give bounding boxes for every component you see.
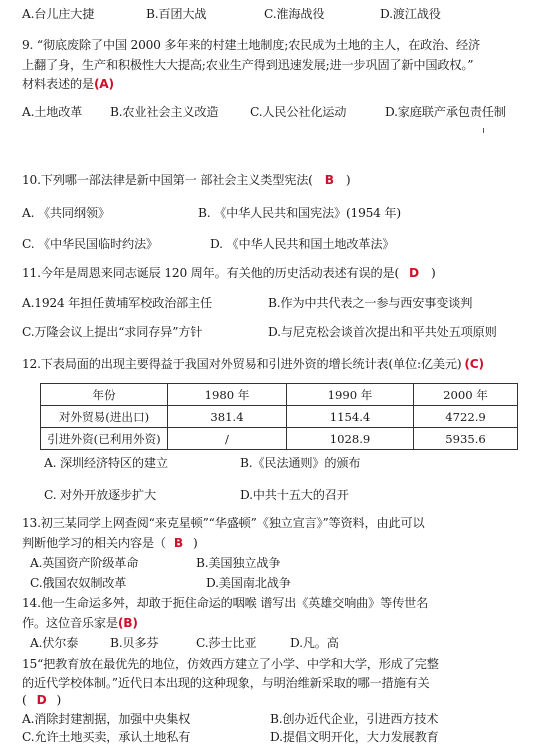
q11-option-c: C.万隆会议上提出“求同存异”方针 xyxy=(22,325,203,339)
q11-stem xyxy=(22,265,436,281)
q9-option-d: D.家庭联产承包责任制 xyxy=(385,105,506,119)
q15-answer: D xyxy=(36,693,47,707)
scan-mark xyxy=(483,128,484,133)
q14-stem-line-2 xyxy=(22,615,138,631)
q13-option-b: B.美国独立战争 xyxy=(196,556,281,570)
q14-option-a: A.伏尔泰 xyxy=(30,636,79,650)
q15-option-b: B.创办近代企业，引进西方技术 xyxy=(270,712,439,726)
q10-option-b: B. 《中华人民共和国宪法》(1954 年) xyxy=(198,206,401,220)
q10-stem xyxy=(22,172,350,188)
q13-option-a: A.英国资产阶级革命 xyxy=(30,556,139,570)
q11-option-d: D.与尼克松会谈首次提出和平共处五项原则 xyxy=(268,325,497,339)
q9-stem-text: 材料表述的是 xyxy=(22,77,94,91)
table-cell: / xyxy=(168,428,287,450)
table-header-cell: 2000 年 xyxy=(414,384,518,406)
q9-option-b: B.农业社会主义改造 xyxy=(110,105,219,119)
table-header-cell: 年份 xyxy=(41,384,168,406)
q8-option-b: B.百团大战 xyxy=(146,7,207,21)
q8-option-d: D.渡江战役 xyxy=(380,7,441,21)
table-cell: 4722.9 xyxy=(414,406,518,428)
q12-option-d: D.中共十五大的召开 xyxy=(240,488,349,502)
table-cell: 引进外资(已利用外资) xyxy=(41,428,168,450)
q15-stem-line-1: 15“把教育放在最优先的地位，仿效西方建立了小学、中学和大学，形成了完整 xyxy=(22,657,439,671)
q10-answer: B xyxy=(324,173,334,187)
q13-option-c: C.俄国农奴制改革 xyxy=(30,576,127,590)
q14-stem-line-1: 14.他一生命运多舛，却敢于扼住命运的咽喉 谱写出《英雄交响曲》等传世名 xyxy=(22,596,429,610)
q12-stem-text: 12.下表局面的出现主要得益于我国对外贸易和引进外资的增长统计表(单位:亿美元) xyxy=(22,357,462,371)
q12-option-c: C. 对外开放逐步扩大 xyxy=(44,488,156,502)
q13-option-d: D.美国南北战争 xyxy=(206,576,291,590)
q9-option-c: C.人民公社化运动 xyxy=(250,105,347,119)
q9-option-a: A.土地改革 xyxy=(22,105,83,119)
q14-option-b: B.贝多芬 xyxy=(110,636,159,650)
q13-stem-text: 判断他学习的相关内容是（ xyxy=(22,536,166,550)
q15-stem-line-3 xyxy=(22,692,61,708)
table-row xyxy=(41,428,518,450)
q13-stem-line-1: 13.初三某同学上网查阅“来克星顿”“华盛顿”《独立宣言》”等资料，由此可以 xyxy=(22,516,425,530)
q9-answer: (A) xyxy=(93,77,114,91)
q12-stem xyxy=(22,356,484,372)
q12-option-b: B.《民法通则》的颁布 xyxy=(240,456,361,470)
q10-option-c: C. 《中华民国临时约法》 xyxy=(22,237,158,251)
q10-option-d: D. 《中华人民共和国土地改革法》 xyxy=(210,237,395,251)
table-cell: 1028.9 xyxy=(287,428,414,450)
q12-option-a: A. 深圳经济特区的建立 xyxy=(44,456,168,470)
q15-option-d: D.提倡文明开化，大力发展教育 xyxy=(270,730,439,744)
q8-option-a: A.台儿庄大捷 xyxy=(22,7,95,21)
trade-statistics-table xyxy=(40,383,518,450)
q13-stem-close: ) xyxy=(192,536,198,550)
table-header-cell: 1990 年 xyxy=(287,384,414,406)
q10-option-a: A. 《共同纲领》 xyxy=(22,206,110,220)
q8-option-c: C.淮海战役 xyxy=(264,7,325,21)
q14-answer: (B) xyxy=(117,616,138,630)
q15-option-c: C.允许土地买卖，承认土地私有 xyxy=(22,730,191,744)
q11-stem-close: ) xyxy=(430,266,436,280)
q12-answer: (C) xyxy=(464,357,484,371)
table-cell: 5935.6 xyxy=(414,428,518,450)
table-cell: 381.4 xyxy=(168,406,287,428)
table-cell: 1154.4 xyxy=(287,406,414,428)
table-header-row xyxy=(41,384,518,406)
q10-stem-text: 10.下列哪一部法律是新中国第一 部社会主义类型宪法( xyxy=(22,173,313,187)
table-cell: 对外贸易(进出口) xyxy=(41,406,168,428)
q9-stem-line-2: 上翻了身，生产和积极性大大提高;农业生产得到迅速发展;进一步巩固了新中国政权。” xyxy=(22,58,474,72)
q15-stem-close: ) xyxy=(56,693,62,707)
q11-option-b: B.作为中共代表之一参与西安事变谈判 xyxy=(268,296,473,310)
q11-stem-text: 11.今年是周恩来同志诞辰 120 周年。有关他的历史活动表述有误的是( xyxy=(22,266,400,280)
q10-stem-close: ) xyxy=(345,173,351,187)
q14-option-c: C.莎士比亚 xyxy=(196,636,257,650)
q14-stem-text: 作。这位音乐家是 xyxy=(22,616,118,630)
q9-stem-line-3 xyxy=(22,76,114,92)
q15-stem-line-2: 的近代学校体制。”近代日本出现的这种现象，与明治维新采取的哪一措施有关 xyxy=(22,676,430,690)
q15-stem-open: ( xyxy=(22,693,27,707)
table-header-cell: 1980 年 xyxy=(168,384,287,406)
q15-option-a: A.消除封建割据，加强中央集权 xyxy=(22,712,191,726)
table-row xyxy=(41,406,518,428)
q13-answer: B xyxy=(173,536,183,550)
q14-option-d: D.凡。高 xyxy=(290,636,339,650)
q11-answer: D xyxy=(409,266,419,280)
q13-stem-line-2 xyxy=(22,535,198,551)
q9-stem-line-1: 9. “彻底废除了中国 2000 多年来的村建土地制度;农民成为土地的主人，在政治、经济 xyxy=(22,38,480,52)
q11-option-a: A.1924 年担任黄埔军校政治部主任 xyxy=(22,296,213,310)
